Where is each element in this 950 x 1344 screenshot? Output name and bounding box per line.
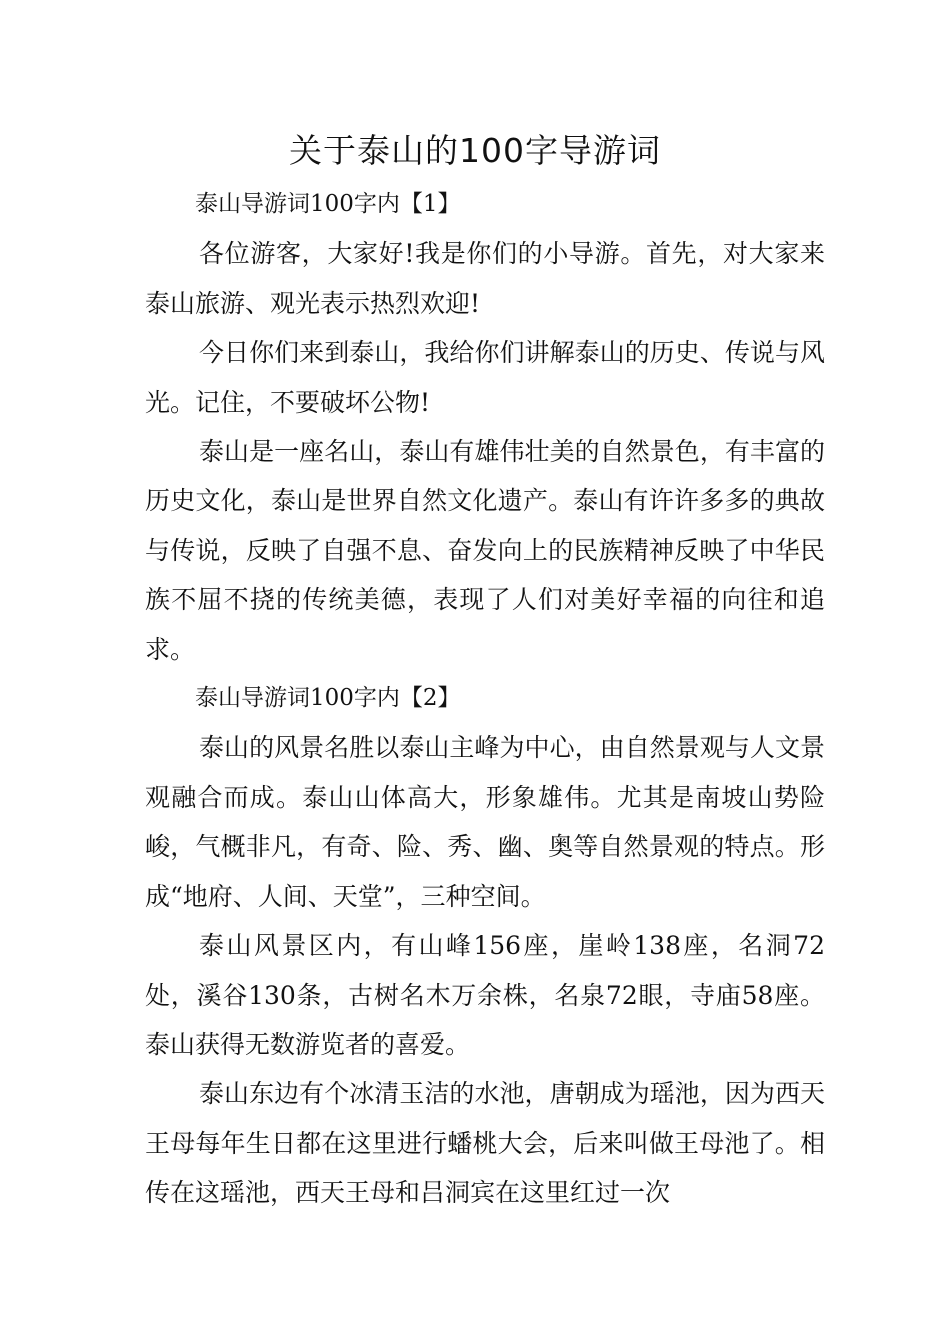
paragraph: 今日你们来到泰山，我给你们讲解泰山的历史、传说与风光。记住，不要破坏公物! xyxy=(145,338,825,417)
section-heading-2: 泰山导游词100字内【2】 xyxy=(195,685,461,712)
paragraph: 泰山的风景名胜以泰山主峰为中心，由自然景观与人文景观融合而成。泰山山体高大，形象雄伟。尤其是南坡山势险峻，气概非凡，有奇、险、秀、幽、奥等自然景观的特点。形成“地府、人间、天堂”，三种空间。 xyxy=(145,733,825,911)
section-heading-1: 泰山导游词100字内【1】 xyxy=(195,191,461,217)
paragraph: 泰山风景区内，有山峰156座，崖岭138座，名洞72处，溪谷130条，古树名木万余株，名泉72眼，寺庙58座。泰山获得无数游览者的喜爱。 xyxy=(145,931,825,1059)
document-body xyxy=(145,180,825,1218)
paragraph: 各位游客，大家好!我是你们的小导游。首先，对大家来泰山旅游、观光表示热烈欢迎! xyxy=(145,239,825,318)
document-title: 关于泰山的100字导游词 xyxy=(289,131,661,170)
paragraph: 泰山是一座名山，泰山有雄伟壮美的自然景色，有丰富的历史文化，泰山是世界自然文化遗产。泰山有许许多多的典故与传说，反映了自强不息、奋发向上的民族精神反映了中华民族不屈不挠的传统美德，表现了人们对美好幸福的向往和追求。 xyxy=(145,437,825,664)
paragraph: 泰山东边有个冰清玉洁的水池，唐朝成为瑶池，因为西天王母每年生日都在这里进行蟠桃大会，后来叫做王母池了。相传在这瑶池，西天王母和吕洞宾在这里红过一次 xyxy=(145,1079,825,1208)
